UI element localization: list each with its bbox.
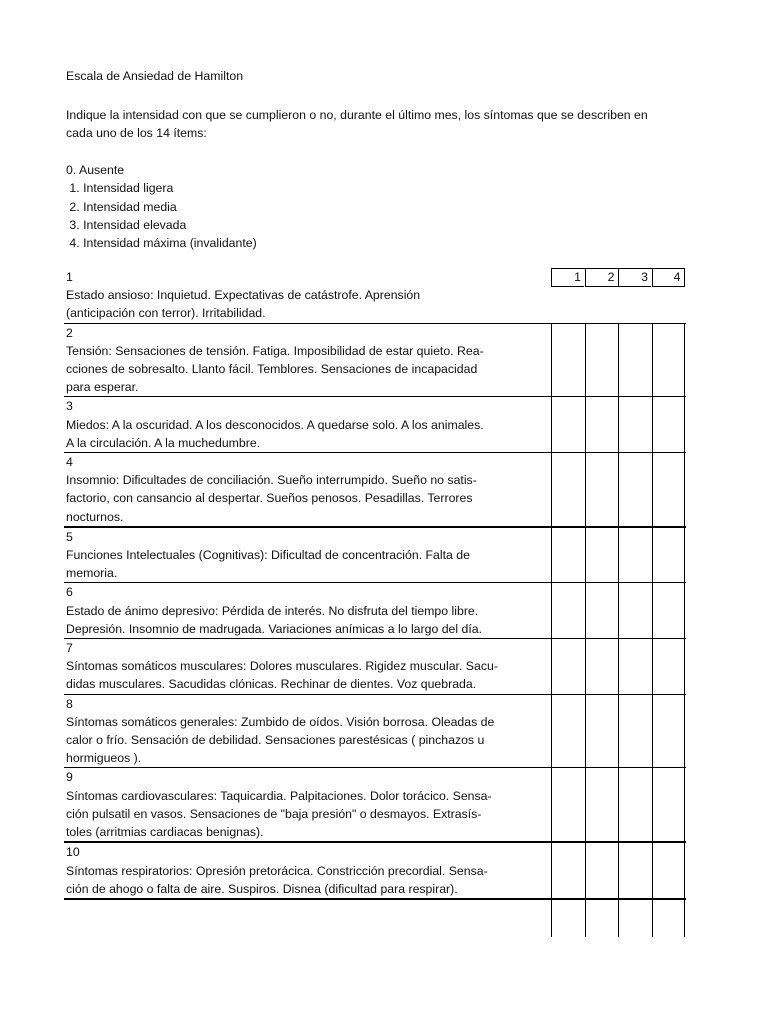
item-description-line: Síntomas somáticos musculares: Dolores musculares. Rigidez muscular. Sacu- [66,659,498,674]
item-number: 4 [66,455,73,470]
rating-cell[interactable] [585,453,618,527]
rating-cells [551,900,685,937]
item-text [64,528,546,583]
item-description-line: Estado ansioso: Inquietud. Expectativas de catástrofe. Aprensión [66,288,421,303]
instructions: Indique la intensidad con que se cumplieron o no, durante el último mes, los síntomas que se describen en cada uno de los 14 ítems: [66,108,648,140]
item-row [64,639,686,695]
rating-cell[interactable] [585,639,618,695]
item-description-line: ción pulsatil en vasos. Sensaciones de "baja presión" o desmayos. Extrasís- [66,806,482,821]
rating-cell[interactable] [652,768,685,842]
legend-item: 4. Intensidad máxima (invalidante) [66,236,257,251]
rating-cell[interactable] [652,583,685,639]
empty-row [64,900,686,936]
column-header-1 [551,269,584,287]
item-number: 9 [66,770,73,785]
column-header-label: 4 [673,270,681,284]
item-description-line: Depresión. Insomnio de madrugada. Variaciones anímicas a lo largo del día. [66,621,483,636]
rating-cell[interactable] [652,453,685,527]
item-description-line: hormigueos ). [66,751,142,766]
item-number: 6 [66,585,73,600]
rating-cell[interactable] [551,900,584,937]
rating-cell[interactable] [652,639,685,695]
rating-cell[interactable] [618,639,651,695]
rating-cell[interactable] [551,695,584,769]
rating-cells [551,843,685,899]
item-description-line: para esperar. [66,380,139,395]
item-number: 3 [66,399,73,414]
item-description-line: Tensión: Sensaciones de tensión. Fatiga. Imposibilidad de estar quieto. Rea- [66,343,484,358]
rating-cell[interactable] [618,843,651,899]
rating-cell[interactable] [652,843,685,899]
item-row [64,453,686,528]
item-text [64,639,546,694]
item-description-line: didas musculares. Sacudidas clónicas. Rechinar de dientes. Voz quebrada. [66,677,477,692]
item-row [64,268,686,324]
item-row [64,397,686,453]
column-header-label: 1 [574,270,581,284]
rating-cells [551,695,685,769]
rating-cell[interactable] [618,453,651,527]
rating-cell[interactable] [618,583,651,639]
rating-cell[interactable] [618,397,651,453]
rating-legend [66,161,257,252]
rating-cell[interactable] [551,639,584,695]
rating-cells [551,397,685,453]
column-header-label: 2 [607,270,615,284]
rating-cell[interactable] [551,397,584,453]
item-text [64,583,546,638]
item-text [64,453,546,526]
rating-cell[interactable] [585,583,618,639]
item-text [64,695,546,768]
item-number: 7 [66,641,73,656]
item-description-line: memoria. [66,566,118,581]
rating-cell[interactable] [618,900,651,937]
rating-cell[interactable] [585,900,618,937]
item-number: 8 [66,696,73,711]
item-description-line: calor o frío. Sensación de debilidad. Sensaciones parestésicas ( pinchazos u [66,733,485,748]
rating-cells [551,453,685,527]
item-description-line: Síntomas somáticos generales: Zumbido de oídos. Visión borrosa. Oleadas de [66,714,495,729]
rating-cell[interactable] [652,324,685,398]
item-description-line: nocturnos. [66,509,124,524]
item-text [64,843,546,898]
item-description-line: cciones de sobresalto. Llanto fácil. Temblores. Sensaciones de incapacidad [66,362,478,377]
item-description-line: factorio, con cansancio al despertar. Sueños penosos. Pesadillas. Terrores [66,491,473,506]
rating-cell[interactable] [551,843,584,899]
column-header-4 [652,269,685,287]
item-text [64,397,546,452]
rating-cell[interactable] [618,324,651,398]
rating-cell[interactable] [551,453,584,527]
item-description-line: A la circulación. A la muchedumbre. [66,435,261,450]
item-description-line: Síntomas respiratorios: Opresión pretorácica. Constricción precordial. Sensa- [66,863,488,878]
rating-cell[interactable] [551,768,584,842]
rating-cell[interactable] [551,583,584,639]
rating-cells [551,768,685,842]
column-header-3 [618,269,651,287]
legend-item: 1. Intensidad ligera [66,181,174,196]
scale-table [64,268,686,936]
rating-cell[interactable] [585,843,618,899]
legend-item: 3. Intensidad elevada [66,217,187,232]
legend-item: 2. Intensidad media [66,199,177,214]
item-text [64,768,546,841]
item-row [64,695,686,769]
item-number: 2 [66,325,73,340]
item-description-line: ción de ahogo o falta de aire. Suspiros. Disnea (dificultad para respirar). [66,881,458,896]
item-number: 10 [66,845,80,860]
item-description-line: Insomnio: Dificultades de conciliación. Sueño interrumpido. Sueño no satis- [66,473,477,488]
rating-cells [551,324,685,398]
item-row [64,528,686,584]
item-description-line: Estado de ánimo depresivo: Pérdida de interés. No disfruta del tiempo libre. [66,603,479,618]
rating-cell[interactable] [585,397,618,453]
rating-cell[interactable] [551,528,584,584]
rating-cells [551,639,685,695]
item-description-line: Funciones Intelectuales (Cognitivas): Dificultad de concentración. Falta de [66,548,470,563]
rating-cell[interactable] [618,695,651,769]
item-description-line: toles (arritmias cardiacas benignas). [66,825,264,840]
item-row [64,843,686,900]
document-title: Escala de Ansiedad de Hamilton [66,69,244,83]
column-header-2 [585,269,618,287]
rating-cell[interactable] [652,397,685,453]
rating-cell[interactable] [551,324,584,398]
rating-cell[interactable] [652,528,685,584]
item-row [64,324,686,398]
rating-cells [551,528,685,584]
rating-cell[interactable] [652,900,685,937]
rating-cell[interactable] [585,324,618,398]
item-description-line: (anticipación con terror). Irritabilidad. [66,306,266,321]
item-number: 1 [66,270,73,284]
rating-cell[interactable] [618,528,651,584]
item-text [64,324,546,397]
item-text [64,268,546,323]
item-row [64,583,686,639]
rating-cells [551,583,685,639]
rating-cell[interactable] [618,768,651,842]
legend-item: 0. Ausente [66,163,125,177]
item-row [64,768,686,843]
column-header-label: 3 [641,270,648,284]
rating-cell[interactable] [585,528,618,584]
item-number: 5 [66,529,73,544]
rating-cell[interactable] [585,768,618,842]
rating-cell[interactable] [652,695,685,769]
rating-cell[interactable] [585,695,618,769]
column-header-cells [551,268,685,287]
item-description-line: Síntomas cardiovasculares: Taquicardia. Palpitaciones. Dolor torácico. Sensa- [66,788,492,803]
item-description-line: Miedos: A la oscuridad. A los desconocidos. A quedarse solo. A los animales. [66,417,484,432]
